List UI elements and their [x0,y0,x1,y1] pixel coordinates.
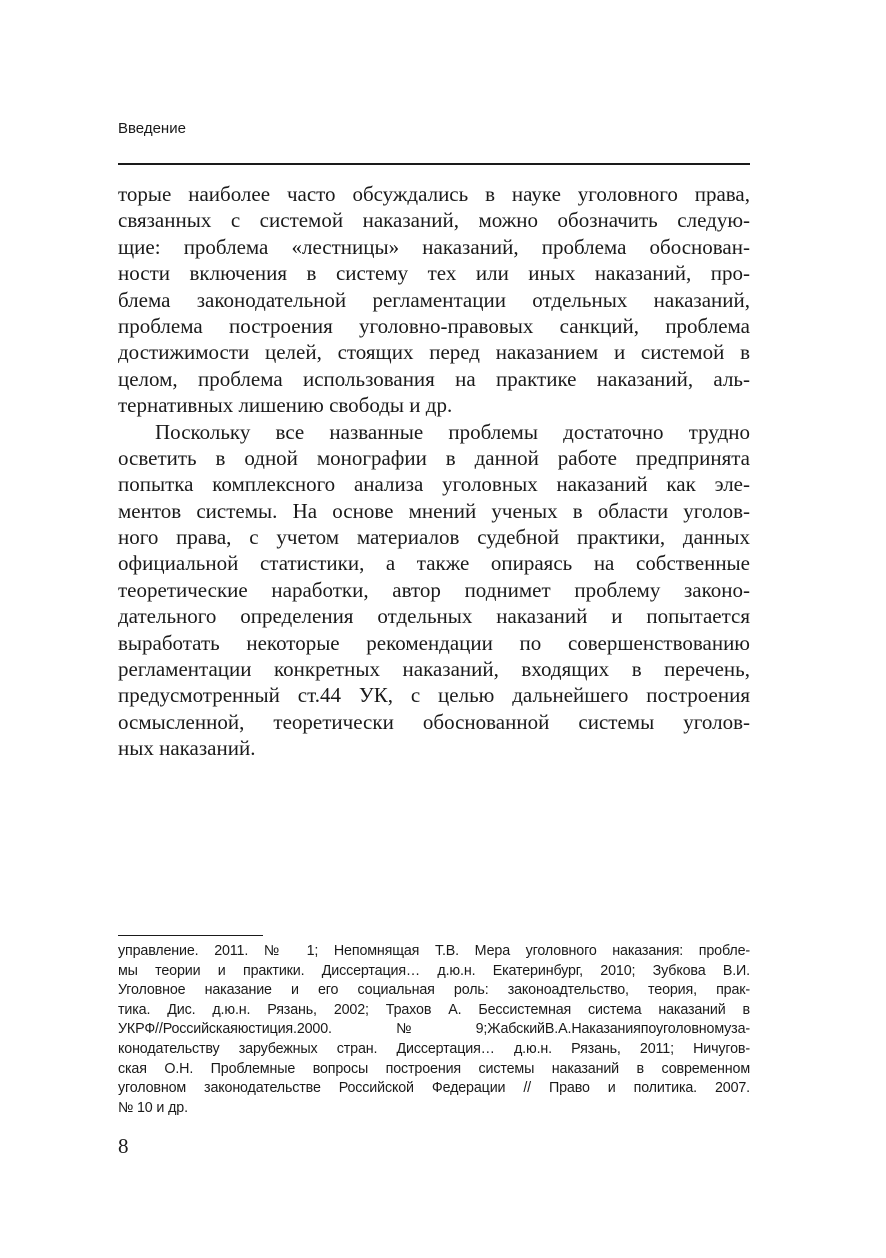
footnote-line: управление. 2011. № 1; Непомнящая Т.В. Мера уголовного наказания: пробле- [118,943,750,959]
text-line: ных наказаний. [118,736,256,761]
footnote-line: ская О.Н. Проблемные вопросы построения системы наказаний в современном [118,1060,750,1077]
footnote-divider [118,935,263,936]
main-text [118,181,750,762]
text-line: ности включения в систему тех или иных наказаний, про- [118,261,750,286]
footnote [118,942,750,1118]
footnote-line: Уголовное наказание и его социальная роль: законоадтельство, теория, прак- [118,982,750,999]
text-line: ного права, с учетом материалов судебной практики, данных [118,525,750,550]
text-line: проблема построения уголовно-правовых санкций, проблема [118,313,750,338]
footnote-line: № 10 и др. [118,1099,188,1116]
footnote-line: конодательству зарубежных стран. Диссертация… д.ю.н. Рязань, 2011; Ничугов- [118,1040,750,1057]
text-line: дательного определения отдельных наказаний и попытается [118,604,750,629]
text-line: связанных с системой наказаний, можно обозначить следую- [118,208,750,233]
text-line: осветить в одной монографии в данной работе предпринята [118,445,750,470]
text-line: ментов системы. На основе мнений ученых в области уголов- [118,498,750,523]
text-line: щие: проблема «лестницы» наказаний, проблема обоснован- [118,234,750,259]
text-line: целом, проблема использования на практике наказаний, аль- [118,366,750,391]
text-line: теоретические наработки, автор поднимет проблему законо- [118,577,750,602]
running-head: Введение [118,120,186,137]
text-line: торые наиболее часто обсуждались в науке уголовного права, [118,182,750,206]
text-line: попытка комплексного анализа уголовных наказаний как эле- [118,472,750,497]
paragraph-2 [118,419,750,762]
footnote-line: УКРФ//Российскаяюстиция.2000.№9;ЖабскийВ.А.Наказанияпоуголовномуза- [118,1021,750,1038]
text-line: Поскольку все названные проблемы достаточно трудно [155,419,750,444]
text-line: блема законодательной регламентации отдельных наказаний, [118,287,750,312]
text-line: предусмотренный ст.44 УК, с целью дальнейшего построения [118,683,750,708]
footnote-line: тика. Дис. д.ю.н. Рязань, 2002; Трахов А. Бессистемная система наказаний в [118,1001,750,1018]
text-line: выработать некоторые рекомендации по совершенствованию [118,630,750,655]
footnote-line: уголовном законодательстве Российской Федерации // Право и политика. 2007. [118,1080,750,1097]
footnote-line: мы теории и практики. Диссертация… д.ю.н. Екатеринбург, 2010; Зубкова В.И. [118,962,750,979]
text-line: достижимости целей, стоящих перед наказанием и системой в [118,340,750,365]
header-divider [118,163,750,165]
text-line: регламентации конкретных наказаний, входящих в перечень, [118,657,750,682]
text-line: официальной статистики, а также опираясь на собственные [118,551,750,576]
paragraph-1 [118,181,750,419]
page-number: 8 [118,1134,129,1158]
text-line: осмысленной, теоретически обоснованной системы уголов- [118,709,750,734]
text-line: тернативных лишению свободы и др. [118,393,453,418]
